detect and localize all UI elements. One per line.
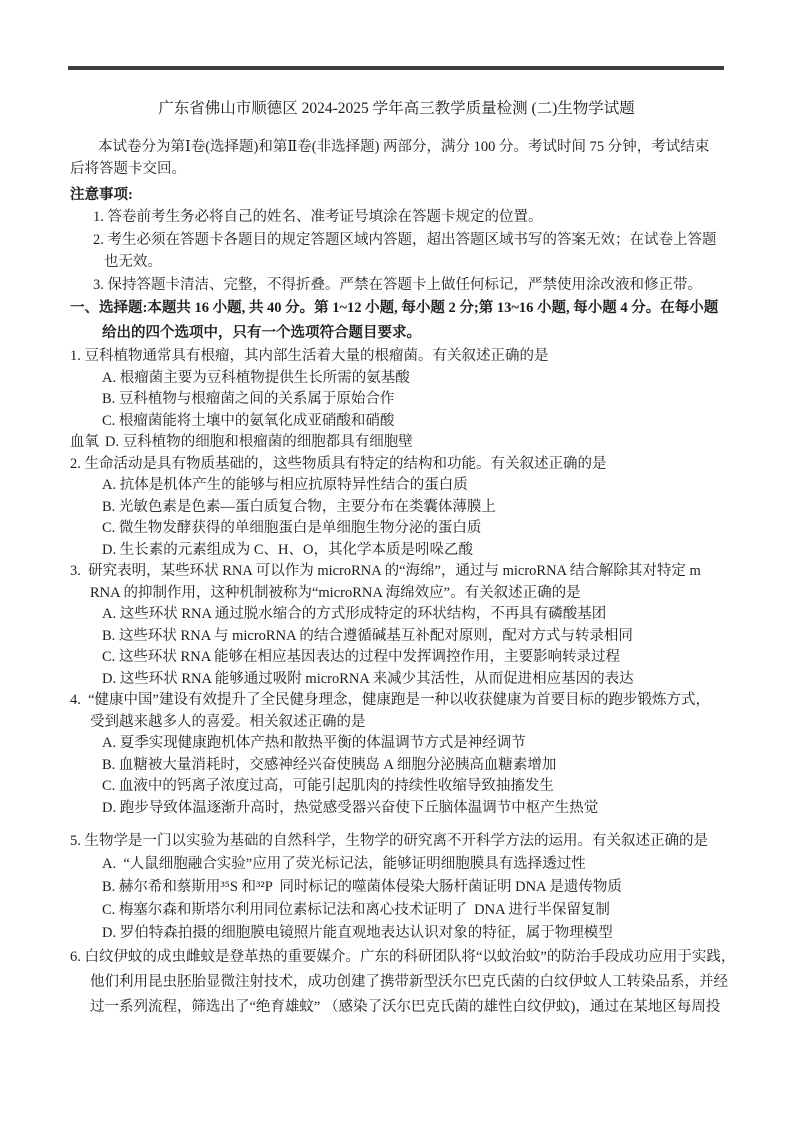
question-option: D. 这些环状 RNA 能够通过吸附 microRNA 来减少其活性，从而促进相应基因的表达 xyxy=(102,670,634,687)
question-6 xyxy=(70,945,736,1020)
section-heading xyxy=(70,296,730,346)
notice-item: 2. 考生必须在答题卡各题目的规定答题区域内答题，超出答题区域书写的答案无效；在试卷上答题 xyxy=(93,231,717,248)
question-option-row xyxy=(70,432,730,454)
question-stem: 6. 白纹伊蚊的成虫雌蚊是登革热的重要媒介。广东的科研团队将“以蚊治蚊”的防治手段成功应用于实践， xyxy=(70,949,736,965)
question-option: A. 夏季实现健康跑机体产热和散热平衡的体温调节方式是神经调节 xyxy=(102,735,526,751)
question-option: C. 根瘤菌能将土壤中的氨氧化成亚硝酸和硝酸 xyxy=(102,412,395,429)
question-stem-continuation: 过一系列流程，筛选出了“绝育雄蚊” （感染了沃尔巴克氏菌的雄性白纹伊蚊)，通过在某地区每周投 xyxy=(90,999,721,1015)
question-option: B. 光敏色素是色素—蛋白质复合物，主要分布在类囊体薄膜上 xyxy=(102,498,496,515)
intro-line: 本试卷分为第Ⅰ卷(选择题)和第Ⅱ卷(非选择题) 两部分，满分 100 分。考试时间 75 分钟，考试结束 xyxy=(98,138,710,155)
document-content xyxy=(70,136,736,1021)
document-title: 广东省佛山市顺德区 2024-2025 学年高三教学质量检测 (二)生物学试题 xyxy=(158,99,635,117)
intro-paragraph xyxy=(70,136,730,181)
question-option: C. 血液中的钙离子浓度过高，可能引起肌肉的持续性收缩导致抽搐发生 xyxy=(102,778,554,794)
question-5 xyxy=(70,830,730,945)
notice-item: 1. 答卷前考生务必将自己的姓名、准考证号填涂在答题卡规定的位置。 xyxy=(93,209,543,225)
question-option: B. 血糖被大量消耗时，交感神经兴奋使胰岛 A 细胞分泌胰高血糖素增加 xyxy=(102,756,557,773)
question-option: C. 梅塞尔森和斯塔尔利用同位素标记法和离心技术证明了 DNA 进行半保留复制 xyxy=(102,902,610,918)
question-stem-continuation: 受到越来越多人的喜爱。相关叙述正确的是 xyxy=(90,713,366,730)
question-stem: 2. 生命活动是具有物质基础的，这些物质具有特定的结构和功能。有关叙述正确的是 xyxy=(70,455,607,472)
question-stem: 3. 研究表明，某些环状 RNA 可以作为 microRNA 的“海绵”，通过与 microRNA 结合解除其对特定 m xyxy=(70,563,701,579)
question-option: D. 生长素的元素组成为 C、H、O，其化学本质是吲哚乙酸 xyxy=(102,541,473,558)
question-option: A. 这些环状 RNA 通过脱水缩合的方式形成特定的环状结构，不再具有磷酸基团 xyxy=(102,606,607,622)
question-stem: 5. 生物学是一门以实验为基础的自然科学，生物学的研究离不开科学方法的运用。有关叙述正确的是 xyxy=(70,833,708,849)
question-option: A. 抗体是机体产生的能够与相应抗原特异性结合的蛋白质 xyxy=(102,477,468,493)
question-option: B. 豆科植物与根瘤菌之间的关系属于原始合作 xyxy=(102,391,395,407)
question-3 xyxy=(70,561,730,690)
question-stem-continuation: RNA 的抑制作用，这种机制被称为“microRNA 海绵效应”。有关叙述正确的是 xyxy=(90,584,581,601)
question-2 xyxy=(70,454,730,562)
question-stem-continuation: 他们利用昆虫胚胎显微注射技术，成功创建了携带新型沃尔巴克氏菌的白纹伊蚊人工转染品系，并经 xyxy=(90,974,728,990)
question-1 xyxy=(70,346,730,454)
question-option: C. 这些环状 RNA 能够在相应基因表达的过程中发挥调控作用，主要影响转录过程 xyxy=(102,649,620,665)
notice-heading: 注意事项: xyxy=(70,186,133,203)
notice-item: 3. 保持答题卡清洁、完整，不得折叠。严禁在答题卡上做任何标记，严禁使用涂改液和修正带。 xyxy=(93,276,702,293)
intro-line: 后将答题卡交回。 xyxy=(70,161,186,177)
section-heading-line: 一、选择题:本题共 16 小题, 共 40 分。第 1~12 小题, 每小题 2 分;第 13~16 小题, 每小题 4 分。在每小题 xyxy=(70,300,719,316)
notice-item-continuation: 也无效。 xyxy=(104,254,162,270)
question-4 xyxy=(70,690,730,819)
section-heading-line: 给出的四个选项中，只有一个选项符合题目要求。 xyxy=(102,325,421,341)
question-option: B. 赫尔希和蔡斯用³⁵S 和³²P 同时标记的噬菌体侵染大肠杆菌证明 DNA 是遗传物质 xyxy=(102,879,622,895)
question-option: A. “人鼠细胞融合实验”应用了荧光标记法，能够证明细胞膜具有选择透过性 xyxy=(102,856,586,872)
notice-block xyxy=(70,184,730,297)
question-option: A. 根瘤菌主要为豆科植物提供生长所需的氨基酸 xyxy=(102,369,410,386)
question-option: D. 豆科植物的细胞和根瘤菌的细胞都具有细胞壁 xyxy=(105,434,413,450)
question-stem: 1. 豆科植物通常具有根瘤，其内部生活着大量的根瘤菌。有关叙述正确的是 xyxy=(70,348,549,364)
question-option: D. 罗伯特森拍摄的细胞膜电镜照片能直观地表达认识对象的特征，属于物理模型 xyxy=(102,925,613,941)
margin-artifact-text: 血氧 xyxy=(70,434,99,450)
question-option: C. 微生物发酵获得的单细胞蛋白是单细胞生物分泌的蛋白质 xyxy=(102,520,482,536)
question-option: B. 这些环状 RNA 与 microRNA 的结合遵循碱基互补配对原则，配对方式与转录相同 xyxy=(102,627,633,644)
top-rule xyxy=(68,66,724,70)
question-option: D. 跑步导致体温逐渐升高时，热觉感受器兴奋使下丘脑体温调节中枢产生热觉 xyxy=(102,799,599,816)
question-stem: 4. “健康中国”建设有效提升了全民健身理念，健康跑是一种以收获健康为首要目标的跑步锻炼方式， xyxy=(70,692,710,708)
